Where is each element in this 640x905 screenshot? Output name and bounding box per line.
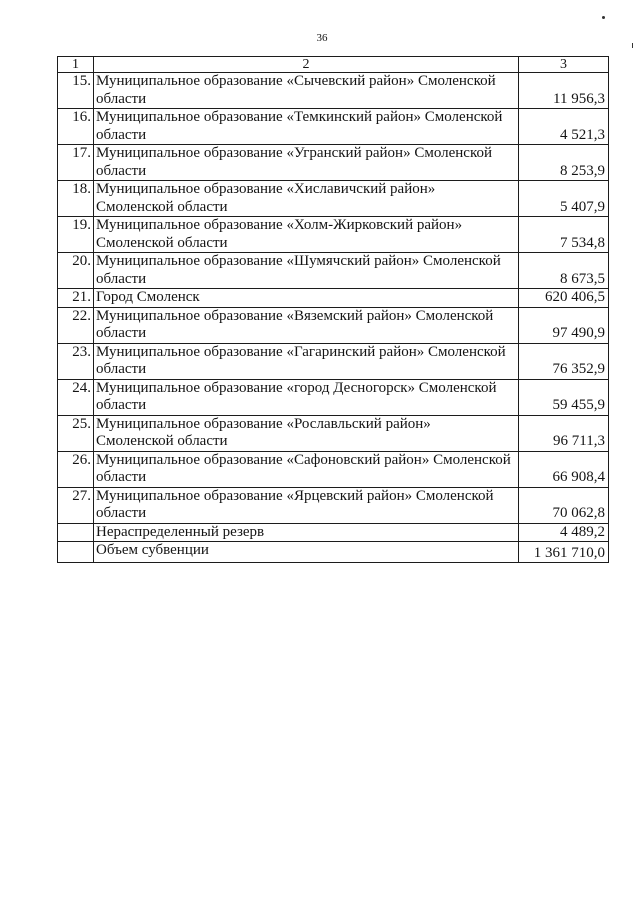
name-line: Муниципальное образование «Сычевский район» Смоленской	[96, 73, 496, 89]
municipality-name	[94, 253, 519, 289]
column-header-number: 1	[58, 57, 94, 73]
name-line: Смоленской области	[96, 433, 228, 449]
row-number: 25.	[58, 415, 94, 451]
subvention-amount: 76 352,9	[519, 343, 609, 379]
municipality-name	[94, 73, 519, 109]
name-line: Муниципальное образование «Угранский район» Смоленской	[96, 145, 492, 161]
name-line: области	[96, 505, 147, 521]
name-line: Муниципальное образование «Рославльский район»	[96, 415, 431, 432]
scan-speck	[602, 16, 605, 19]
name-line: Муниципальное образование «Хиславичский район»	[96, 181, 436, 197]
table-row	[58, 145, 609, 181]
row-number: 26.	[58, 451, 94, 487]
row-number: 27.	[58, 487, 94, 523]
subvention-amount: 8 673,5	[519, 253, 609, 289]
row-number: 16.	[58, 109, 94, 145]
municipality-name	[94, 415, 519, 451]
subvention-amount: 7 534,8	[519, 217, 609, 253]
subvention-amount: 96 711,3	[519, 415, 609, 451]
subvention-amount: 59 455,9	[519, 379, 609, 415]
municipality-name	[94, 487, 519, 523]
name-line: Муниципальное образование «Шумячский район» Смоленской	[96, 253, 501, 269]
name-line: области	[96, 325, 147, 341]
table-row	[58, 451, 609, 487]
page-number: 36	[316, 32, 328, 44]
row-number: 23.	[58, 343, 94, 379]
table-header-row	[58, 57, 609, 73]
municipality-name	[94, 451, 519, 487]
name-line: Муниципальное образование «Темкинский район» Смоленской	[96, 109, 503, 125]
name-line: Город Смоленск	[96, 289, 200, 305]
municipality-name	[94, 343, 519, 379]
name-line: области	[96, 126, 147, 143]
municipality-name	[94, 181, 519, 217]
subvention-amount: 620 406,5	[519, 289, 609, 308]
table-row	[58, 379, 609, 415]
row-number: 18.	[58, 181, 94, 217]
row-number-empty	[58, 523, 94, 542]
table-row-reserve	[58, 523, 609, 542]
row-number: 22.	[58, 307, 94, 343]
subvention-amount: 66 908,4	[519, 451, 609, 487]
subvention-amount: 8 253,9	[519, 145, 609, 181]
municipality-name	[94, 145, 519, 181]
table-row	[58, 289, 609, 308]
municipality-name	[94, 379, 519, 415]
row-number-empty	[58, 542, 94, 563]
row-number: 24.	[58, 379, 94, 415]
subvention-amount: 4 521,3	[519, 109, 609, 145]
column-header-amount: 3	[519, 57, 609, 73]
table-row	[58, 109, 609, 145]
name-line: Объем субвенции	[96, 542, 209, 558]
name-line: Муниципальное образование «город Десногорск» Смоленской	[96, 379, 497, 396]
name-line: Муниципальное образование «Гагаринский район» Смоленской	[96, 343, 506, 360]
table-row	[58, 217, 609, 253]
subvention-amount: 70 062,8	[519, 487, 609, 523]
municipality-name	[94, 109, 519, 145]
row-number: 20.	[58, 253, 94, 289]
subvention-table	[57, 56, 609, 563]
name-line: области	[96, 162, 147, 179]
subvention-amount: 11 956,3	[519, 73, 609, 109]
name-line: области	[96, 361, 147, 377]
total-amount: 1 361 710,0	[519, 542, 609, 563]
row-number: 19.	[58, 217, 94, 253]
column-header-name: 2	[94, 57, 519, 73]
table-row	[58, 73, 609, 109]
reserve-label	[94, 523, 519, 542]
name-line: Нераспределенный резерв	[96, 523, 265, 540]
row-number: 17.	[58, 145, 94, 181]
table-row	[58, 181, 609, 217]
name-line: области	[96, 270, 147, 287]
name-line: области	[96, 90, 147, 107]
name-line: Смоленской области	[96, 198, 228, 215]
table-row	[58, 307, 609, 343]
row-number: 21.	[58, 289, 94, 308]
name-line: Муниципальное образование «Ярцевский район» Смоленской	[96, 487, 494, 504]
municipality-name	[94, 289, 519, 308]
name-line: Муниципальное образование «Холм-Жирковский район»	[96, 217, 463, 233]
name-line: области	[96, 397, 147, 413]
table-row-total	[58, 542, 609, 563]
subvention-amount: 5 407,9	[519, 181, 609, 217]
row-number: 15.	[58, 73, 94, 109]
name-line: Муниципальное образование «Сафоновский район» Смоленской	[96, 451, 511, 468]
name-line: Муниципальное образование «Вяземский район» Смоленской	[96, 307, 494, 324]
name-line: Смоленской области	[96, 234, 228, 251]
table-row	[58, 415, 609, 451]
subvention-amount: 97 490,9	[519, 307, 609, 343]
municipality-name	[94, 307, 519, 343]
reserve-amount: 4 489,2	[519, 523, 609, 542]
municipality-name	[94, 217, 519, 253]
table-row	[58, 343, 609, 379]
total-label	[94, 542, 519, 563]
name-line: области	[96, 469, 147, 485]
table-row	[58, 253, 609, 289]
table-row	[58, 487, 609, 523]
